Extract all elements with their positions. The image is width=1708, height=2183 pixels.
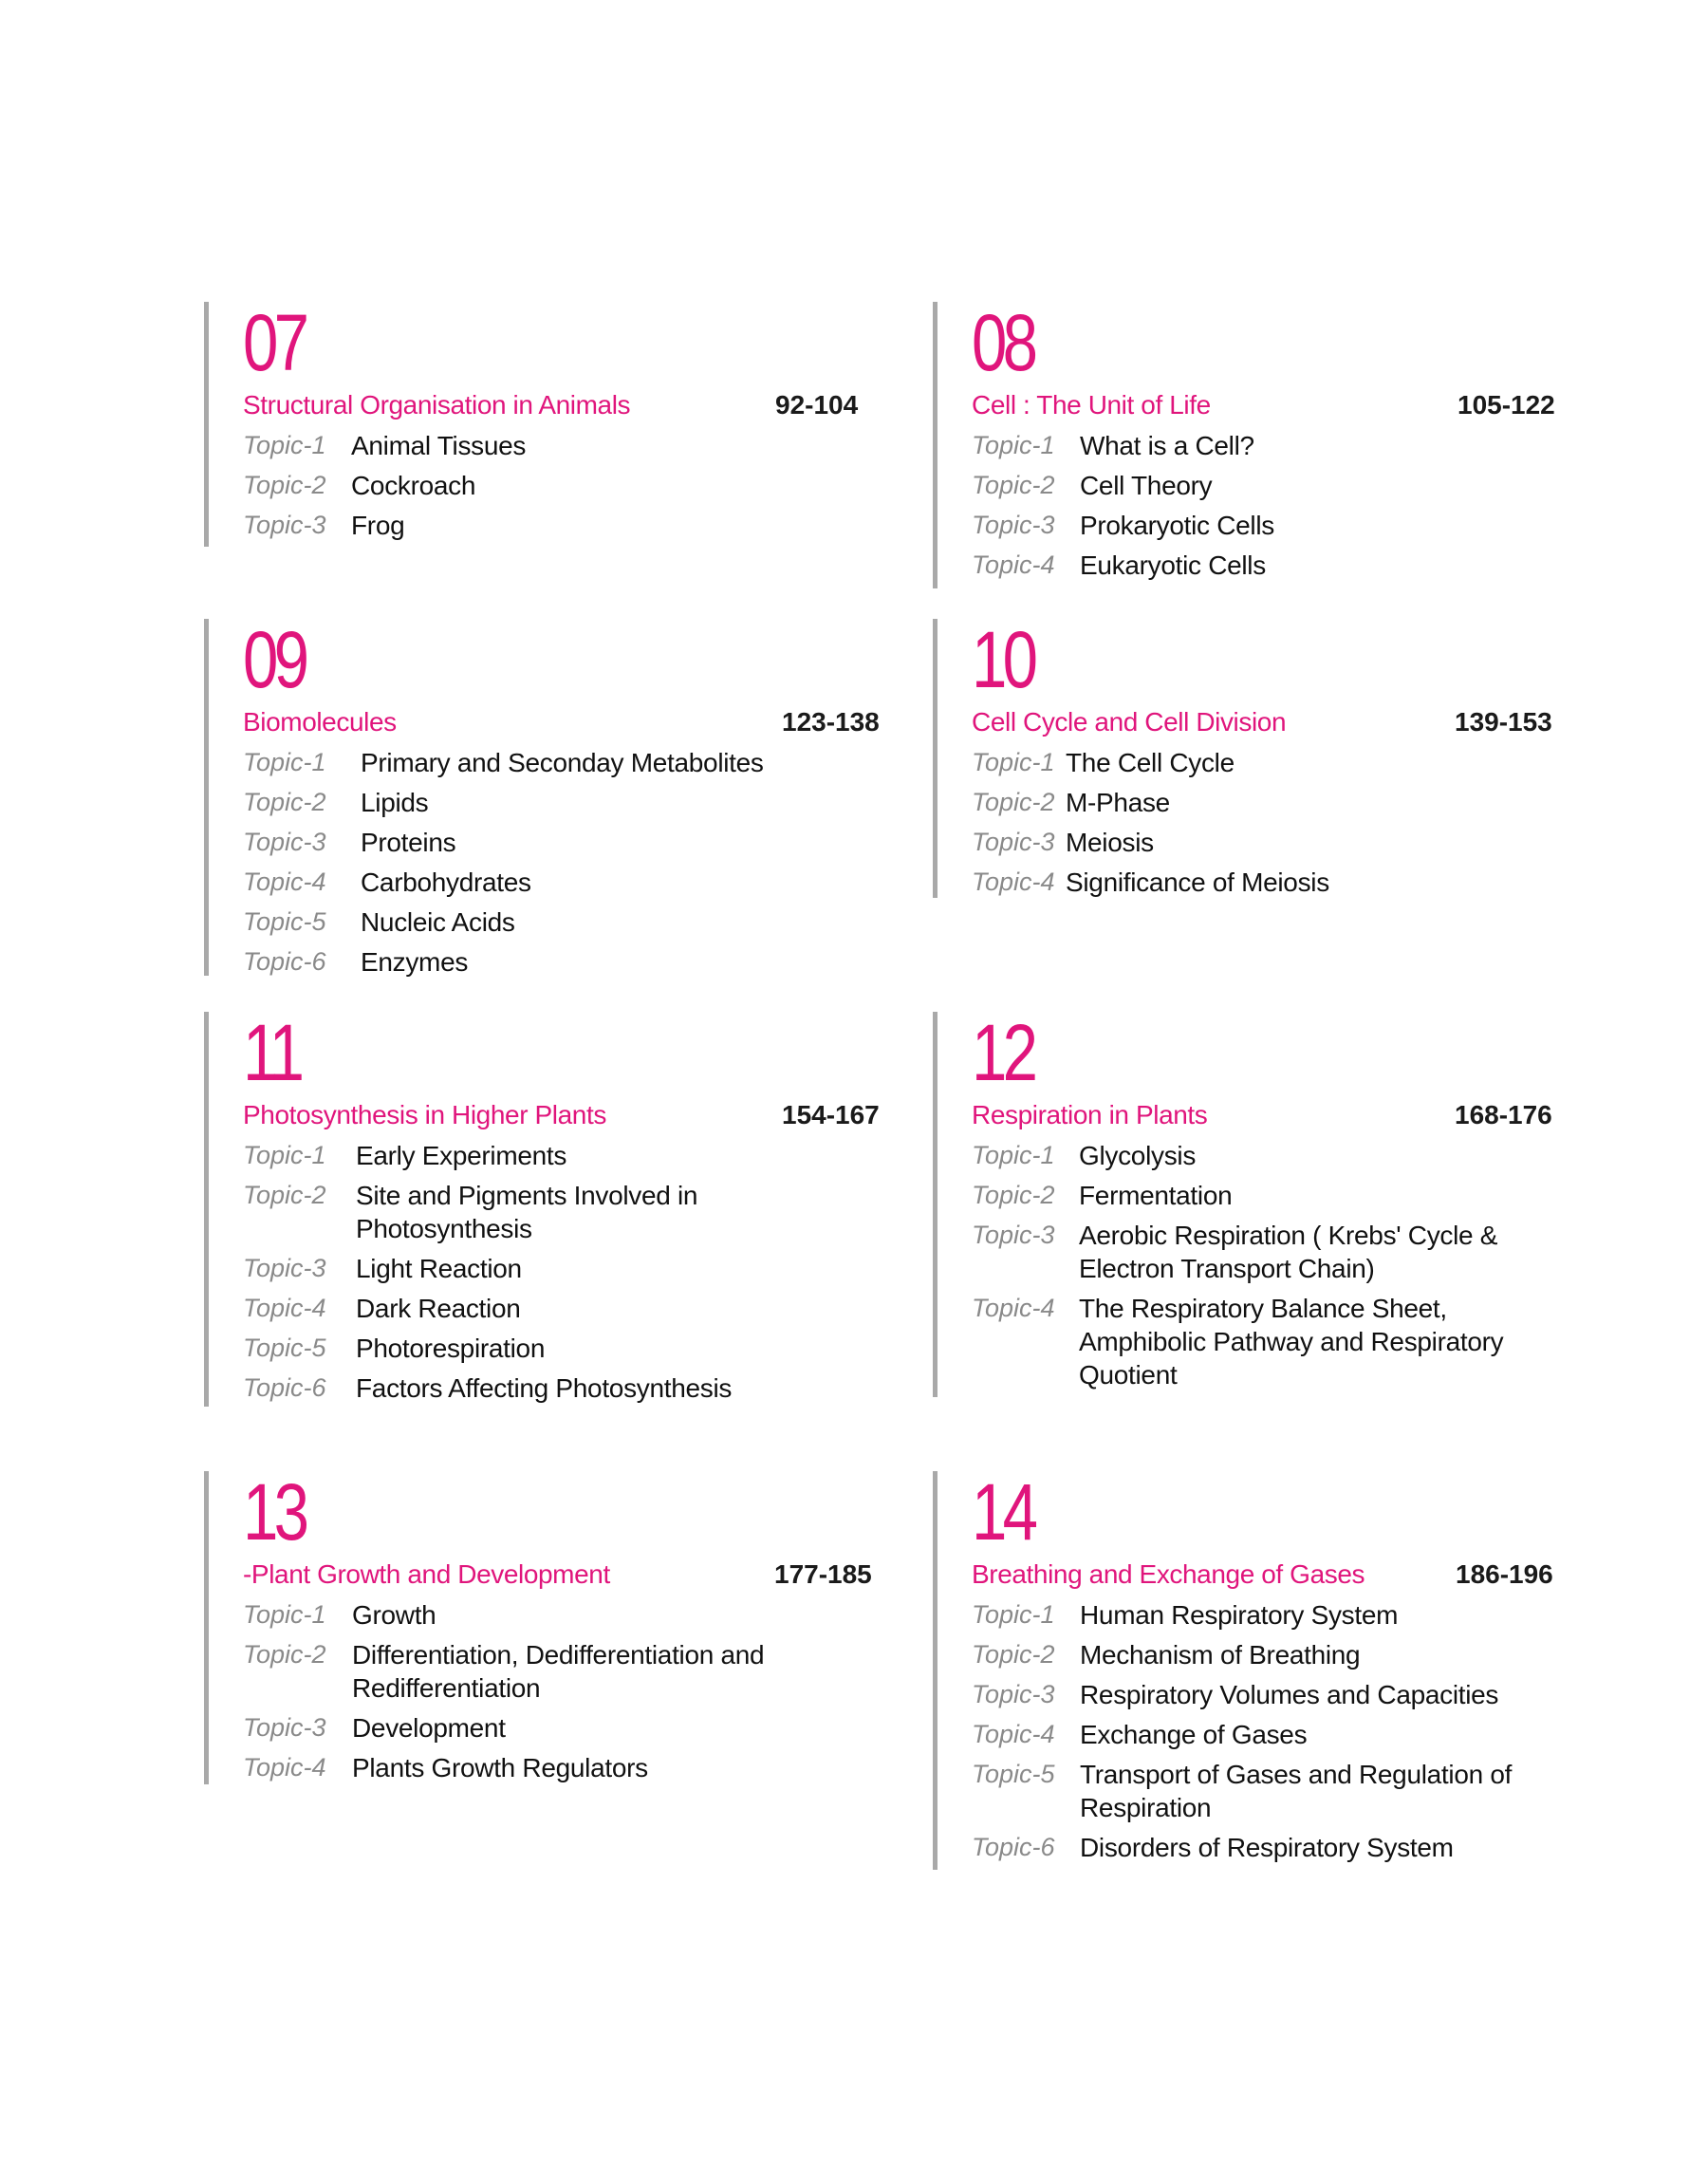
chapter-number: 10 <box>972 615 1034 704</box>
chapter-11 <box>204 1008 887 1407</box>
topic-row[interactable] <box>243 505 887 545</box>
topic-key: Topic-6 <box>243 946 326 976</box>
chapter-title[interactable]: Structural Organisation in Animals <box>243 390 631 420</box>
chapter-header <box>243 1095 887 1135</box>
chapter-title[interactable]: Respiration in Plants <box>972 1100 1208 1129</box>
chapter-pages: 123-138 <box>782 707 880 737</box>
topic-name: Mechanism of Breathing <box>1080 1639 1361 1670</box>
topic-key: Topic-2 <box>972 470 1055 499</box>
topic-key: Topic-1 <box>243 1599 326 1629</box>
topic-key: Topic-2 <box>972 787 1055 816</box>
topic-row[interactable] <box>972 782 1616 822</box>
topic-key: Topic-4 <box>972 1293 1055 1322</box>
topic-row[interactable] <box>972 425 1616 465</box>
topic-key: Topic-1 <box>243 430 326 459</box>
topic-name: Development <box>352 1712 506 1743</box>
topic-key: Topic-2 <box>972 1180 1055 1209</box>
topic-name: Transport of Gases and Regulation of Respiration <box>1080 1759 1513 1822</box>
topic-row[interactable] <box>972 1754 1616 1827</box>
chapter-pages: 154-167 <box>782 1100 880 1129</box>
chapter-07 <box>204 298 887 547</box>
topic-row[interactable] <box>972 1714 1616 1754</box>
chapter-14 <box>933 1467 1616 1870</box>
chapter-pages: 105-122 <box>1457 390 1555 420</box>
topic-name: Prokaryotic Cells <box>1080 510 1274 540</box>
chapter-header <box>243 702 887 742</box>
topic-name: Lipids <box>361 787 429 817</box>
topic-name: Light Reaction <box>356 1253 522 1283</box>
topic-row[interactable] <box>972 1135 1616 1175</box>
topic-row[interactable] <box>243 1135 887 1175</box>
chapter-13 <box>204 1467 887 1784</box>
topic-row[interactable] <box>243 782 887 822</box>
topic-key: Topic-5 <box>972 1759 1055 1788</box>
topic-key: Topic-3 <box>243 1253 326 1282</box>
topic-key: Topic-3 <box>243 510 326 539</box>
topic-name: Disorders of Respiratory System <box>1080 1832 1454 1862</box>
topic-name: Carbohydrates <box>361 867 531 897</box>
topic-name: Primary and Seconday Metabolites <box>361 747 764 777</box>
topic-name: Site and Pigments Involved in Photosynthesis <box>356 1180 698 1243</box>
topic-row[interactable] <box>972 742 1616 782</box>
topic-name: Growth <box>352 1599 436 1630</box>
topic-row[interactable] <box>243 1747 887 1787</box>
topic-key: Topic-4 <box>972 550 1055 579</box>
chapter-pages: 92-104 <box>775 390 859 420</box>
topic-row[interactable] <box>243 465 887 505</box>
topic-name: Significance of Meiosis <box>1066 867 1329 897</box>
topic-name: Differentiation, Dedifferentiation and Redifferentiation <box>352 1639 765 1703</box>
topic-name: The Cell Cycle <box>1066 747 1235 777</box>
topic-name: Proteins <box>361 827 456 857</box>
topic-name: Plants Growth Regulators <box>352 1752 648 1782</box>
topic-row[interactable] <box>972 1215 1616 1288</box>
topic-name: Fermentation <box>1079 1180 1233 1210</box>
topic-row[interactable] <box>972 545 1616 585</box>
chapter-number: 08 <box>972 298 1034 387</box>
chapter-title[interactable]: Cell Cycle and Cell Division <box>972 707 1287 737</box>
topic-key: Topic-2 <box>243 787 326 816</box>
chapter-title[interactable]: Cell : The Unit of Life <box>972 390 1211 420</box>
chapter-number: 12 <box>972 1008 1034 1097</box>
topic-row[interactable] <box>972 822 1616 862</box>
topic-row[interactable] <box>972 1827 1616 1867</box>
topic-row[interactable] <box>243 1175 887 1248</box>
topic-key: Topic-4 <box>972 1719 1055 1748</box>
topic-row[interactable] <box>972 1288 1616 1394</box>
topic-key: Topic-4 <box>243 867 326 896</box>
topic-key: Topic-1 <box>972 1140 1055 1169</box>
topic-key: Topic-2 <box>243 1639 326 1669</box>
topic-key: Topic-4 <box>243 1752 326 1782</box>
topic-row[interactable] <box>243 1707 887 1747</box>
topic-key: Topic-3 <box>972 510 1055 539</box>
topic-name: Respiratory Volumes and Capacities <box>1080 1679 1499 1709</box>
topic-row[interactable] <box>243 1634 887 1707</box>
topic-key: Topic-5 <box>243 906 326 936</box>
topic-key: Topic-3 <box>972 827 1055 856</box>
chapter-09 <box>204 615 887 977</box>
topic-name: Cell Theory <box>1080 470 1213 500</box>
topic-key: Topic-4 <box>972 867 1055 896</box>
topic-key: Topic-2 <box>243 470 326 499</box>
topic-row[interactable] <box>243 1328 887 1368</box>
topic-key: Topic-3 <box>243 827 326 856</box>
chapter-header <box>972 1095 1616 1135</box>
topic-row[interactable] <box>243 742 887 782</box>
topic-name: Nucleic Acids <box>361 906 515 937</box>
topic-row[interactable] <box>972 862 1616 902</box>
topic-name: Human Respiratory System <box>1080 1599 1399 1630</box>
topic-name: Animal Tissues <box>351 430 527 460</box>
topic-key: Topic-2 <box>243 1180 326 1209</box>
topic-name: Frog <box>351 510 405 540</box>
topic-name: Dark Reaction <box>356 1293 521 1323</box>
chapter-number: 14 <box>972 1467 1034 1557</box>
chapter-pages: 168-176 <box>1455 1100 1552 1129</box>
chapter-pages: 186-196 <box>1456 1559 1553 1589</box>
chapter-number: 09 <box>243 615 306 704</box>
topic-name: Glycolysis <box>1079 1140 1197 1170</box>
chapter-08 <box>933 298 1616 588</box>
topic-row[interactable] <box>972 505 1616 545</box>
topic-key: Topic-3 <box>972 1679 1055 1708</box>
topic-name: M-Phase <box>1066 787 1170 817</box>
topic-name: Photorespiration <box>356 1333 546 1363</box>
topic-name: Enzymes <box>361 946 469 977</box>
topic-name: Exchange of Gases <box>1080 1719 1308 1749</box>
chapter-header <box>972 1555 1616 1595</box>
topic-key: Topic-1 <box>243 1140 326 1169</box>
topic-key: Topic-1 <box>243 747 326 776</box>
chapter-header <box>972 702 1616 742</box>
chapter-pages: 177-185 <box>774 1559 872 1589</box>
chapter-title[interactable]: -Plant Growth and Development <box>243 1559 610 1589</box>
topic-name: Meiosis <box>1066 827 1154 857</box>
topic-name: The Respiratory Balance Sheet, Amphibolic Pathway and Respiratory Quotient <box>1079 1293 1504 1390</box>
chapter-number: 11 <box>243 1008 301 1097</box>
topic-key: Topic-1 <box>972 430 1055 459</box>
topic-row[interactable] <box>243 1368 887 1408</box>
topic-row[interactable] <box>243 1595 887 1634</box>
topic-row[interactable] <box>243 822 887 862</box>
topic-row[interactable] <box>243 902 887 942</box>
chapter-header <box>243 385 887 425</box>
chapter-12 <box>933 1008 1616 1397</box>
chapter-number: 07 <box>243 298 306 387</box>
topic-name: Eukaryotic Cells <box>1080 550 1266 580</box>
topic-key: Topic-6 <box>972 1832 1055 1861</box>
topic-name: Aerobic Respiration ( Krebs' Cycle & Electron Transport Chain) <box>1079 1220 1498 1283</box>
chapter-number: 13 <box>243 1467 306 1557</box>
chapter-header <box>972 385 1616 425</box>
topic-key: Topic-6 <box>243 1372 326 1402</box>
topic-row[interactable] <box>243 862 887 902</box>
topic-row[interactable] <box>243 1248 887 1288</box>
topic-key: Topic-4 <box>243 1293 326 1322</box>
chapter-10 <box>933 615 1616 898</box>
chapter-title[interactable]: Photosynthesis in Higher Plants <box>243 1100 606 1129</box>
topic-key: Topic-1 <box>972 1599 1055 1629</box>
topic-row[interactable] <box>972 1634 1616 1674</box>
chapter-pages: 139-153 <box>1455 707 1552 737</box>
topic-key: Topic-1 <box>972 747 1055 776</box>
topic-row[interactable] <box>972 1595 1616 1634</box>
topic-key: Topic-3 <box>243 1712 326 1742</box>
topic-row[interactable] <box>243 1288 887 1328</box>
topic-row[interactable] <box>972 1175 1616 1215</box>
topic-key: Topic-5 <box>243 1333 326 1362</box>
topic-name: Cockroach <box>351 470 476 500</box>
topic-row[interactable] <box>972 465 1616 505</box>
topic-row[interactable] <box>243 425 887 465</box>
topic-row[interactable] <box>243 942 887 981</box>
topic-key: Topic-2 <box>972 1639 1055 1669</box>
chapter-title[interactable]: Breathing and Exchange of Gases <box>972 1559 1365 1589</box>
chapter-header <box>243 1555 887 1595</box>
topic-name: What is a Cell? <box>1080 430 1254 460</box>
chapter-title[interactable]: Biomolecules <box>243 707 397 737</box>
topic-name: Early Experiments <box>356 1140 567 1170</box>
topic-key: Topic-3 <box>972 1220 1055 1249</box>
topic-name: Factors Affecting Photosynthesis <box>356 1372 733 1403</box>
topic-row[interactable] <box>972 1674 1616 1714</box>
